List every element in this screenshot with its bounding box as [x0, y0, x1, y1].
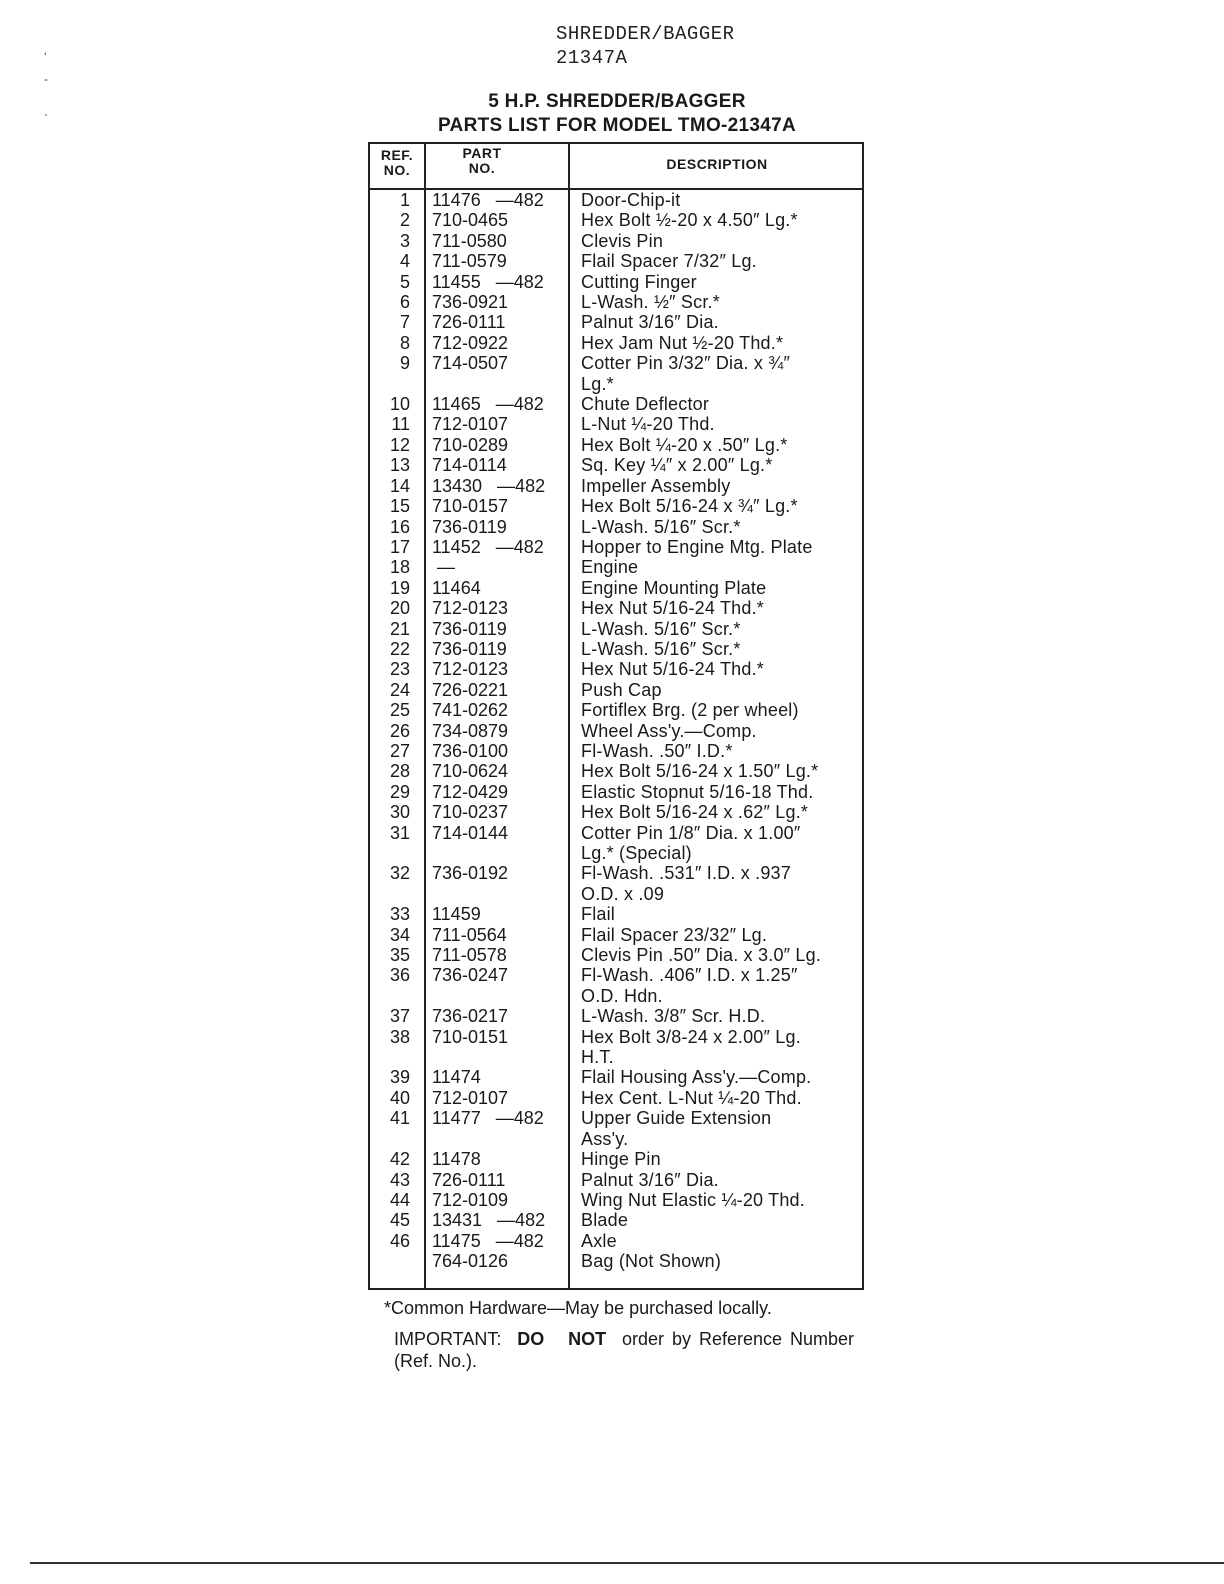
part-number: 11464	[432, 577, 481, 598]
ref-number: 4	[399, 251, 410, 272]
column-header-part: PART NO.	[462, 145, 502, 176]
ref-number: 25	[389, 700, 410, 721]
part-number: 714-0144	[432, 822, 509, 843]
part-number: 712-0107	[432, 1087, 509, 1108]
part-description: Hex Bolt 5/16-24 x 1.50″ Lg.*	[581, 761, 819, 782]
ref-number: 29	[389, 781, 410, 802]
part-description: Hex Cent. L-Nut ¼-20 Thd.	[581, 1087, 802, 1108]
ref-number: 26	[389, 720, 410, 741]
footnote: *Common Hardware—May be purchased locally.	[384, 1298, 772, 1318]
part-description: Upper Guide Extension Ass'y.	[581, 1108, 772, 1149]
table-row	[370, 312, 862, 332]
part-number: 711-0579	[432, 251, 507, 272]
part-description: Fl-Wash. .406″ I.D. x 1.25″ O.D. Hdn.	[581, 965, 798, 1006]
ref-number: 12	[389, 434, 410, 455]
part-number: 11475 —482	[432, 1230, 544, 1251]
table-row	[370, 904, 862, 924]
ref-number: 11	[391, 414, 410, 435]
part-description: Hopper to Engine Mtg. Plate	[581, 536, 813, 557]
column-header-ref: REF. NO.	[380, 147, 414, 178]
ref-number: 17	[389, 536, 410, 557]
part-description: Hex Jam Nut ½-20 Thd.*	[581, 332, 784, 353]
ref-number: 37	[389, 1006, 410, 1027]
part-description: Wing Nut Elastic ¼-20 Thd.	[581, 1189, 805, 1210]
ref-number: 19	[389, 577, 410, 598]
part-number: 712-0123	[432, 659, 509, 680]
ref-number: 15	[389, 496, 410, 517]
part-number: 741-0262	[432, 700, 509, 721]
ref-number: 38	[389, 1026, 410, 1047]
ref-number: 5	[399, 271, 410, 292]
table-row	[370, 292, 862, 312]
ref-number: 40	[389, 1087, 410, 1108]
parts-table	[368, 142, 864, 1290]
ref-number: 36	[389, 965, 410, 986]
ref-number: 22	[389, 638, 410, 659]
part-description: L-Wash. 5/16″ Scr.*	[581, 618, 741, 639]
part-description: Door-Chip-it	[581, 190, 681, 210]
table-row	[370, 925, 862, 945]
part-description: Fortiflex Brg. (2 per wheel)	[581, 700, 799, 721]
table-row	[370, 1210, 862, 1230]
part-number: 712-0123	[432, 598, 509, 619]
ref-number: 46	[389, 1230, 410, 1251]
ref-number: 39	[389, 1067, 410, 1088]
table-row	[370, 394, 862, 414]
part-number: 764-0126	[432, 1251, 509, 1272]
table-row	[370, 353, 862, 394]
ref-number: 18	[389, 557, 410, 578]
table-row	[370, 1231, 862, 1251]
part-number: 736-0217	[432, 1006, 509, 1027]
part-description: L-Wash. 5/16″ Scr.*	[581, 638, 741, 659]
part-description: Clevis Pin	[581, 230, 664, 251]
part-description: Fl-Wash. .50″ I.D.*	[581, 740, 733, 761]
part-description: Palnut 3/16″ Dia.	[581, 1169, 719, 1190]
scan-mark: -	[44, 72, 48, 86]
table-row	[370, 802, 862, 822]
table-row	[370, 1088, 862, 1108]
part-description: L-Wash. 3/8″ Scr. H.D.	[581, 1006, 766, 1027]
part-description: Hex Bolt ¼-20 x .50″ Lg.*	[581, 434, 788, 455]
part-description: Cutting Finger	[581, 271, 697, 292]
part-description: Elastic Stopnut 5/16-18 Thd.	[581, 781, 814, 802]
part-number: 710-0624	[432, 761, 509, 782]
ref-number: 45	[389, 1210, 410, 1231]
part-description: Push Cap	[581, 679, 662, 700]
part-description: Cotter Pin 1/8″ Dia. x 1.00″ Lg.* (Special)	[581, 822, 801, 863]
table-row	[370, 517, 862, 537]
part-number: 714-0507	[432, 353, 509, 374]
table-row	[370, 190, 862, 210]
ref-number: 23	[389, 659, 410, 680]
part-number: 710-0157	[432, 496, 509, 517]
table-row	[370, 1190, 862, 1210]
part-description: Blade	[581, 1210, 629, 1231]
part-description: Hex Bolt 5/16-24 x .62″ Lg.*	[581, 802, 809, 823]
ref-number: 16	[389, 516, 410, 537]
bottom-rule	[30, 1562, 1224, 1564]
part-number: 712-0109	[432, 1189, 509, 1210]
table-row	[370, 537, 862, 557]
ref-number: 2	[399, 210, 410, 231]
table-row	[370, 1149, 862, 1169]
part-description: Hex Bolt 3/8-24 x 2.00″ Lg. H.T.	[581, 1026, 801, 1068]
table-row	[370, 272, 862, 292]
column-header-description: DESCRIPTION	[666, 156, 768, 172]
ref-number: 1	[399, 190, 410, 210]
part-number: 726-0111	[432, 312, 506, 333]
table-row	[370, 700, 862, 720]
ref-number: 21	[389, 618, 410, 639]
ref-number: 9	[399, 353, 410, 374]
part-description: Palnut 3/16″ Dia.	[581, 312, 719, 333]
ref-number: 24	[389, 679, 410, 700]
part-number: 11455 —482	[432, 271, 544, 292]
table-body	[370, 190, 862, 1272]
table-row	[370, 210, 862, 230]
part-description: Wheel Ass'y.—Comp.	[581, 720, 757, 741]
ref-number: 31	[389, 822, 410, 843]
ref-number: 3	[399, 230, 410, 251]
ref-number: 14	[389, 475, 410, 496]
table-row	[370, 598, 862, 618]
scan-mark: ʻ	[44, 50, 47, 64]
table-row	[370, 945, 862, 965]
important-emphasis-not: NOT	[568, 1329, 607, 1349]
ref-number: 33	[389, 904, 410, 925]
page-title	[368, 90, 866, 138]
part-description: Hex Nut 5/16-24 Thd.*	[581, 659, 764, 680]
table-row	[370, 1170, 862, 1190]
table-row	[370, 659, 862, 679]
part-description: Fl-Wash. .531″ I.D. x .937 O.D. x .09	[581, 863, 791, 904]
part-number: 13431 —482	[432, 1210, 546, 1231]
part-number: 736-0192	[432, 863, 509, 884]
part-description: Flail Spacer 23/32″ Lg.	[581, 924, 768, 945]
table-row	[370, 1067, 862, 1087]
part-number: 11477 —482	[432, 1108, 544, 1129]
table-row	[370, 863, 862, 904]
part-description: Bag (Not Shown)	[581, 1251, 722, 1272]
part-description: Hinge Pin	[581, 1149, 661, 1170]
table-row	[370, 761, 862, 781]
ref-number: 44	[389, 1189, 410, 1210]
part-description: L-Wash. ½″ Scr.*	[581, 292, 720, 313]
ref-number: 34	[389, 924, 410, 945]
part-description: Flail	[581, 904, 616, 925]
part-number: 712-0429	[432, 781, 509, 802]
important-emphasis-do: DO	[517, 1329, 545, 1349]
title-line-1: 5 H.P. SHREDDER/BAGGER	[488, 91, 746, 112]
part-number: 736-0119	[432, 638, 507, 659]
ref-number: 8	[399, 332, 410, 353]
table-row	[370, 741, 862, 761]
header-title: SHREDDER/BAGGER	[556, 23, 735, 45]
table-row	[370, 680, 862, 700]
table-row	[370, 782, 862, 802]
ref-number: 20	[389, 598, 410, 619]
part-number: 11474	[432, 1067, 481, 1088]
part-description: Sq. Key ¼″ x 2.00″ Lg.*	[581, 455, 773, 476]
table-row	[370, 619, 862, 639]
important-label: IMPORTANT:	[394, 1329, 502, 1349]
part-number: 710-0289	[432, 434, 509, 455]
ref-number: 10	[389, 394, 410, 415]
table-row	[370, 455, 862, 475]
ref-number: 41	[389, 1108, 410, 1129]
ref-number: 13	[389, 455, 410, 476]
part-number: 711-0564	[432, 924, 507, 945]
important-note	[394, 1328, 854, 1372]
part-number: 11465 —482	[432, 394, 544, 415]
part-description: Flail Spacer 7/32″ Lg.	[581, 251, 757, 272]
table-row	[370, 1108, 862, 1149]
part-description: Cotter Pin 3/32″ Dia. x ¾″ Lg.*	[581, 353, 791, 394]
ref-number: 42	[389, 1149, 410, 1170]
part-number: 710-0465	[432, 210, 509, 231]
part-number: 736-0100	[432, 740, 509, 761]
ref-number: 27	[389, 740, 410, 761]
part-number: 710-0151	[432, 1026, 509, 1047]
ref-number: 30	[389, 802, 410, 823]
part-description: Clevis Pin .50″ Dia. x 3.0″ Lg.	[581, 945, 822, 966]
table-row	[370, 639, 862, 659]
part-number: 13430 —482	[432, 475, 546, 496]
ref-number: 32	[389, 863, 410, 884]
part-number: —	[432, 557, 456, 578]
table-row	[370, 231, 862, 251]
title-line-2: PARTS LIST FOR MODEL TMO-21347A	[437, 115, 797, 136]
part-description: Axle	[581, 1230, 617, 1251]
part-description: Hex Nut 5/16-24 Thd.*	[581, 598, 764, 619]
part-number: 726-0111	[432, 1169, 506, 1190]
part-description: L-Wash. 5/16″ Scr.*	[581, 516, 741, 537]
part-number: 11478	[432, 1149, 481, 1170]
table-row	[370, 557, 862, 577]
table-row	[370, 414, 862, 434]
table-row	[370, 251, 862, 271]
part-number: 710-0237	[432, 802, 509, 823]
table-row	[370, 578, 862, 598]
table-row	[370, 476, 862, 496]
part-number: 11452 —482	[432, 536, 544, 557]
part-number: 712-0107	[432, 414, 509, 435]
ref-number: 6	[399, 292, 410, 313]
important-text: order by Reference Number (Ref. No.).	[394, 1329, 854, 1371]
part-description: Engine	[581, 557, 639, 578]
ref-number: 43	[389, 1169, 410, 1190]
part-number: 711-0578	[432, 945, 507, 966]
part-number: 712-0922	[432, 332, 509, 353]
part-number: 11459	[432, 904, 481, 925]
part-number: 736-0119	[432, 618, 507, 639]
part-description: Hex Bolt ½-20 x 4.50″ Lg.*	[581, 210, 798, 231]
part-description: Impeller Assembly	[581, 475, 731, 496]
table-row	[370, 435, 862, 455]
part-number: 736-0247	[432, 965, 509, 986]
part-number: 726-0221	[432, 679, 509, 700]
part-number: 11476 —482	[432, 190, 544, 210]
table-row	[370, 965, 862, 1006]
ref-number: 35	[389, 945, 410, 966]
table-row	[370, 1251, 862, 1271]
part-number: 736-0119	[432, 516, 507, 537]
table-row	[370, 1027, 862, 1068]
ref-number: 7	[399, 312, 410, 333]
table-row	[370, 823, 862, 864]
table-row	[370, 721, 862, 741]
part-description: Flail Housing Ass'y.—Comp.	[581, 1067, 812, 1088]
table-row	[370, 496, 862, 516]
table-row	[370, 333, 862, 353]
scan-mark: `	[44, 112, 48, 126]
part-number: 734-0879	[432, 720, 509, 741]
typed-header	[556, 22, 735, 70]
part-description: L-Nut ¼-20 Thd.	[581, 414, 715, 435]
part-number: 714-0114	[432, 455, 507, 476]
part-description: Engine Mounting Plate	[581, 577, 767, 598]
part-description: Chute Deflector	[581, 394, 710, 415]
ref-number: 28	[389, 761, 410, 782]
header-model: 21347A	[556, 47, 628, 69]
part-number: 736-0921	[432, 292, 509, 313]
table-row	[370, 1006, 862, 1026]
part-number: 711-0580	[432, 230, 507, 251]
part-description: Hex Bolt 5/16-24 x ¾″ Lg.*	[581, 496, 798, 517]
